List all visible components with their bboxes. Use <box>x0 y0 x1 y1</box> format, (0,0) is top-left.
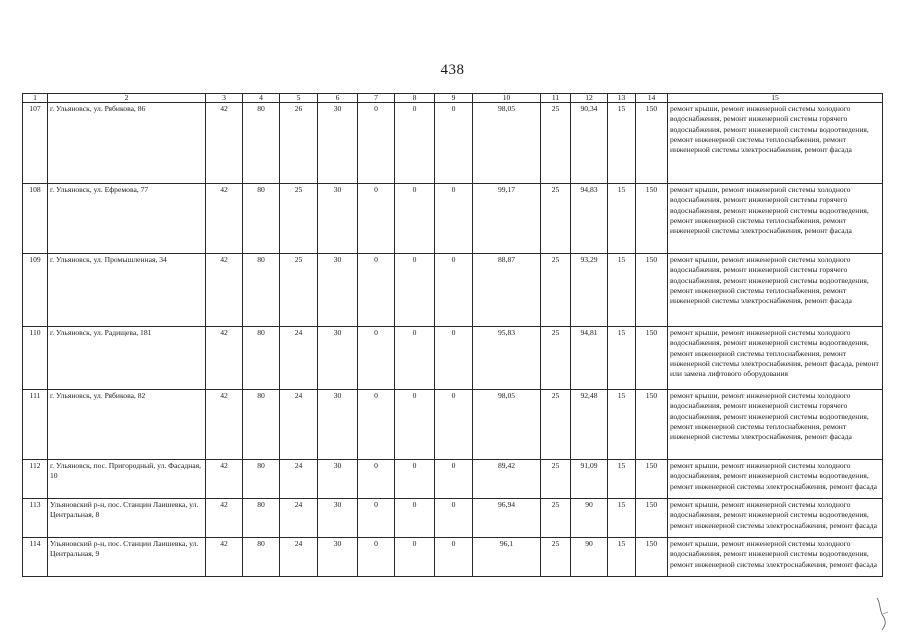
value-cell: 30 <box>318 538 358 577</box>
value-cell: 0 <box>395 327 435 390</box>
column-header: 5 <box>280 94 318 103</box>
address-cell: г. Ульяновск, ул. Ефремова, 77 <box>48 184 206 254</box>
value-cell: 0 <box>435 390 473 460</box>
value-cell: 0 <box>435 103 473 184</box>
row-number: 113 <box>23 499 48 538</box>
value-cell: 24 <box>280 390 318 460</box>
value-cell: 25 <box>541 538 571 577</box>
row-number: 114 <box>23 538 48 577</box>
value-cell: 0 <box>435 254 473 327</box>
value-cell: 88,87 <box>473 254 541 327</box>
value-cell: 150 <box>636 460 668 499</box>
column-header: 2 <box>48 94 206 103</box>
value-cell: 0 <box>395 460 435 499</box>
address-cell: Ульяновский р-н, пос. Станции Лаишевка, ул. Центральная, 9 <box>48 538 206 577</box>
table-row <box>23 460 883 499</box>
address-cell: г. Ульяновск, ул. Радищева, 181 <box>48 327 206 390</box>
column-header: 9 <box>435 94 473 103</box>
value-cell: 0 <box>358 184 395 254</box>
row-number: 107 <box>23 103 48 184</box>
column-header: 11 <box>541 94 571 103</box>
value-cell: 42 <box>206 390 243 460</box>
value-cell: 92,48 <box>571 390 608 460</box>
value-cell: 0 <box>395 538 435 577</box>
row-number: 108 <box>23 184 48 254</box>
value-cell: 30 <box>318 254 358 327</box>
value-cell: 0 <box>435 460 473 499</box>
repair-works-cell: ремонт крыши, ремонт инженерной системы холодного водоснабжения, ремонт инженерной системы горячего водоснабжения, ремонт инженерной системы водоотведения, ремонт инженерной системы теплоснабжения, ремонт инженерной системы электроснабжения, ремонт фасада <box>668 254 883 327</box>
value-cell: 90 <box>571 499 608 538</box>
value-cell: 80 <box>243 538 280 577</box>
value-cell: 0 <box>358 460 395 499</box>
value-cell: 150 <box>636 327 668 390</box>
value-cell: 80 <box>243 499 280 538</box>
value-cell: 25 <box>280 184 318 254</box>
column-header: 13 <box>608 94 636 103</box>
repair-works-cell: ремонт крыши, ремонт инженерной системы холодного водоснабжения, ремонт инженерной системы горячего водоснабжения, ремонт инженерной системы водоотведения, ремонт инженерной системы теплоснабжения, ремонт инженерной системы электроснабжения, ремонт фасада <box>668 184 883 254</box>
value-cell: 80 <box>243 390 280 460</box>
value-cell: 0 <box>358 390 395 460</box>
value-cell: 98,05 <box>473 390 541 460</box>
table-row <box>23 538 883 577</box>
value-cell: 15 <box>608 184 636 254</box>
repair-works-cell: ремонт крыши, ремонт инженерной системы холодного водоснабжения, ремонт инженерной системы горячего водоснабжения, ремонт инженерной системы водоотведения, ремонт инженерной системы теплоснабжения, ремонт инженерной системы электроснабжения, ремонт фасада <box>668 103 883 184</box>
value-cell: 42 <box>206 460 243 499</box>
value-cell: 0 <box>358 538 395 577</box>
value-cell: 25 <box>541 460 571 499</box>
value-cell: 15 <box>608 254 636 327</box>
column-header: 3 <box>206 94 243 103</box>
address-cell: г. Ульяновск, ул. Рябикова, 86 <box>48 103 206 184</box>
value-cell: 0 <box>395 499 435 538</box>
value-cell: 26 <box>280 103 318 184</box>
value-cell: 25 <box>541 184 571 254</box>
value-cell: 30 <box>318 184 358 254</box>
value-cell: 25 <box>541 499 571 538</box>
value-cell: 25 <box>541 103 571 184</box>
value-cell: 30 <box>318 390 358 460</box>
value-cell: 25 <box>541 254 571 327</box>
value-cell: 150 <box>636 254 668 327</box>
value-cell: 25 <box>541 327 571 390</box>
table-row <box>23 390 883 460</box>
column-header: 7 <box>358 94 395 103</box>
value-cell: 42 <box>206 103 243 184</box>
value-cell: 0 <box>435 538 473 577</box>
repair-works-cell: ремонт крыши, ремонт инженерной системы холодного водоснабжения, ремонт инженерной системы водоотведения, ремонт инженерной системы электроснабжения, ремонт фасада <box>668 499 883 538</box>
handwritten-mark <box>873 596 891 632</box>
value-cell: 0 <box>358 103 395 184</box>
value-cell: 89,42 <box>473 460 541 499</box>
row-number: 111 <box>23 390 48 460</box>
column-header: 10 <box>473 94 541 103</box>
table-row <box>23 499 883 538</box>
value-cell: 99,17 <box>473 184 541 254</box>
value-cell: 0 <box>358 499 395 538</box>
row-number: 110 <box>23 327 48 390</box>
address-cell: г. Ульяновск, ул. Промышленная, 34 <box>48 254 206 327</box>
value-cell: 150 <box>636 499 668 538</box>
value-cell: 24 <box>280 460 318 499</box>
value-cell: 15 <box>608 327 636 390</box>
value-cell: 24 <box>280 538 318 577</box>
value-cell: 96,94 <box>473 499 541 538</box>
value-cell: 94,83 <box>571 184 608 254</box>
repair-works-cell: ремонт крыши, ремонт инженерной системы холодного водоснабжения, ремонт инженерной системы водоотведения, ремонт инженерной системы теплоснабжения, ремонт инженерной системы электроснабжения, ремонт фасада, ремонт или замена лифтового оборудования <box>668 327 883 390</box>
value-cell: 30 <box>318 499 358 538</box>
value-cell: 80 <box>243 327 280 390</box>
value-cell: 24 <box>280 499 318 538</box>
column-header: 4 <box>243 94 280 103</box>
value-cell: 150 <box>636 184 668 254</box>
value-cell: 0 <box>435 184 473 254</box>
value-cell: 0 <box>395 254 435 327</box>
value-cell: 0 <box>435 327 473 390</box>
value-cell: 42 <box>206 327 243 390</box>
address-cell: г. Ульяновск, пос. Пригородный, ул. Фасадная, 10 <box>48 460 206 499</box>
value-cell: 25 <box>280 254 318 327</box>
value-cell: 90 <box>571 538 608 577</box>
table-row <box>23 327 883 390</box>
column-header: 6 <box>318 94 358 103</box>
value-cell: 25 <box>541 390 571 460</box>
value-cell: 80 <box>243 460 280 499</box>
value-cell: 15 <box>608 103 636 184</box>
table-row <box>23 103 883 184</box>
address-cell: г. Ульяновск, ул. Рябикова, 82 <box>48 390 206 460</box>
value-cell: 42 <box>206 499 243 538</box>
repair-works-cell: ремонт крыши, ремонт инженерной системы холодного водоснабжения, ремонт инженерной системы водоотведения, ремонт инженерной системы электроснабжения, ремонт фасада <box>668 460 883 499</box>
value-cell: 30 <box>318 327 358 390</box>
value-cell: 98,05 <box>473 103 541 184</box>
value-cell: 80 <box>243 254 280 327</box>
value-cell: 150 <box>636 538 668 577</box>
column-header: 8 <box>395 94 435 103</box>
value-cell: 0 <box>435 499 473 538</box>
column-header: 1 <box>23 94 48 103</box>
value-cell: 80 <box>243 184 280 254</box>
value-cell: 42 <box>206 184 243 254</box>
value-cell: 15 <box>608 460 636 499</box>
value-cell: 80 <box>243 103 280 184</box>
value-cell: 0 <box>395 103 435 184</box>
repair-works-cell: ремонт крыши, ремонт инженерной системы холодного водоснабжения, ремонт инженерной системы горячего водоснабжения, ремонт инженерной системы водоотведения, ремонт инженерной системы теплоснабжения, ремонт инженерной системы электроснабжения, ремонт фасада <box>668 390 883 460</box>
value-cell: 24 <box>280 327 318 390</box>
column-header: 12 <box>571 94 608 103</box>
value-cell: 30 <box>318 460 358 499</box>
value-cell: 15 <box>608 538 636 577</box>
value-cell: 91,09 <box>571 460 608 499</box>
value-cell: 15 <box>608 499 636 538</box>
value-cell: 95,83 <box>473 327 541 390</box>
value-cell: 30 <box>318 103 358 184</box>
value-cell: 42 <box>206 538 243 577</box>
value-cell: 96,1 <box>473 538 541 577</box>
value-cell: 90,34 <box>571 103 608 184</box>
table-row <box>23 254 883 327</box>
column-number-row <box>23 94 883 103</box>
page-number: 438 <box>440 62 465 78</box>
column-header: 15 <box>668 94 883 103</box>
value-cell: 0 <box>358 327 395 390</box>
value-cell: 15 <box>608 390 636 460</box>
value-cell: 0 <box>358 254 395 327</box>
address-cell: Ульяновский р-н, пос. Станции Лаишевка, ул. Центральная, 8 <box>48 499 206 538</box>
row-number: 112 <box>23 460 48 499</box>
value-cell: 150 <box>636 390 668 460</box>
value-cell: 94,81 <box>571 327 608 390</box>
row-number: 109 <box>23 254 48 327</box>
value-cell: 0 <box>395 390 435 460</box>
value-cell: 0 <box>395 184 435 254</box>
housing-repair-table <box>22 93 883 577</box>
table-row <box>23 184 883 254</box>
column-header: 14 <box>636 94 668 103</box>
value-cell: 93,29 <box>571 254 608 327</box>
value-cell: 150 <box>636 103 668 184</box>
value-cell: 42 <box>206 254 243 327</box>
repair-works-cell: ремонт крыши, ремонт инженерной системы холодного водоснабжения, ремонт инженерной системы водоотведения, ремонт инженерной системы электроснабжения, ремонт фасада <box>668 538 883 577</box>
